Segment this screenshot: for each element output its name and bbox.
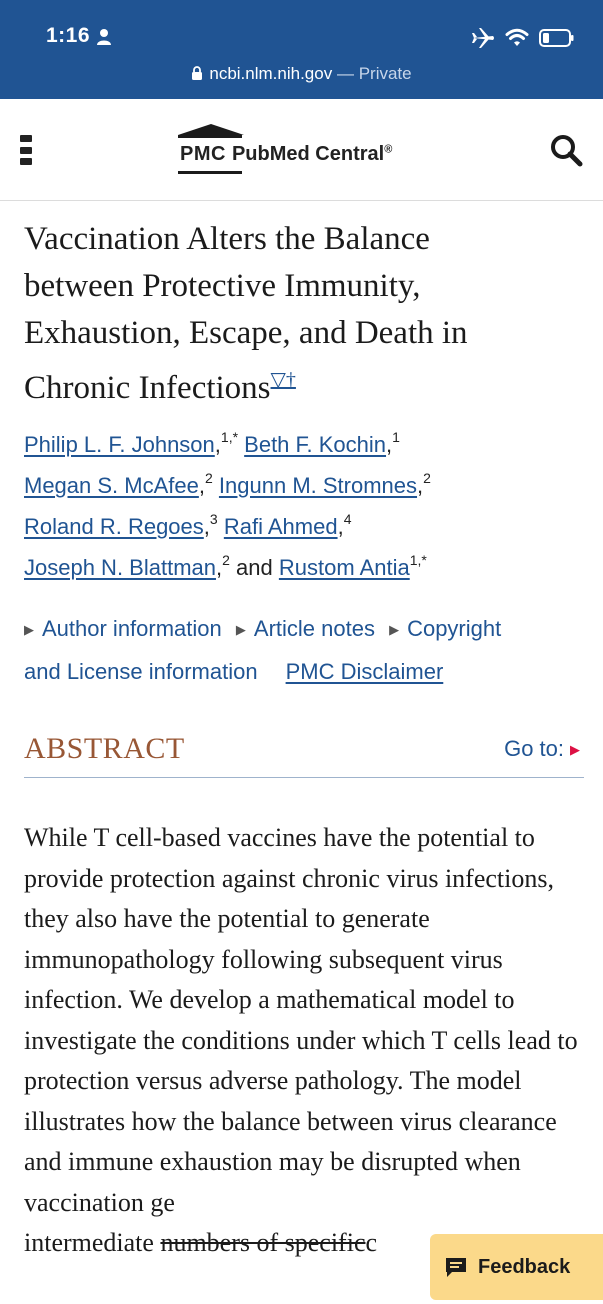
author-link[interactable]: Ingunn M. Stromnes <box>218 473 418 498</box>
author-link[interactable]: Roland R. Regoes <box>24 514 204 539</box>
menu-dot-icon <box>20 135 32 142</box>
author-link[interactable]: Rustom Antia <box>278 555 410 580</box>
menu-button[interactable] <box>20 135 34 165</box>
status-time: 1:16 <box>46 24 91 47</box>
abstract-tail-end: c <box>365 1228 378 1257</box>
goto-label: Go to: <box>504 736 564 761</box>
author-link[interactable]: Megan S. McAfee <box>24 473 199 498</box>
address-bar[interactable]: ncbi.nlm.nih.gov — Private <box>0 64 603 84</box>
author-link[interactable]: Rafi Ahmed <box>223 514 338 539</box>
site-header <box>0 99 603 201</box>
expand-triangle-icon: ▶ <box>389 622 400 637</box>
author-affiliation: 2 <box>423 470 431 486</box>
article-info-links <box>24 608 584 693</box>
abstract-tail: intermediate <box>24 1228 161 1257</box>
abstract-paragraph: While T cell-based vaccines have the potential to provide protection against chronic virus infections, they also have the potential to generate immunopathology following subsequent virus infection. We develop a mathematical model to investigate the conditions under which T cells lead to protection versus adverse pathology. The model illustrates how the balance between virus clearance and immune exhaustion may be disrupted when vaccination ge <box>24 823 578 1217</box>
abstract-heading: ABSTRACT <box>24 732 185 765</box>
expand-triangle-icon: ▶ <box>235 622 246 637</box>
goto-triangle-icon: ▶ <box>570 742 580 757</box>
browser-top-bar <box>0 0 603 99</box>
author-link[interactable]: Joseph N. Blattman <box>24 555 216 580</box>
author-information-toggle[interactable]: Author information <box>42 616 222 641</box>
goto-menu[interactable] <box>504 736 580 762</box>
battery-icon <box>539 28 575 48</box>
article-title <box>24 216 544 412</box>
logo-abbr: PMC <box>180 143 226 165</box>
author-affiliation: 2 <box>205 470 213 486</box>
wifi-icon <box>505 28 529 48</box>
feedback-label: Feedback <box>478 1255 571 1278</box>
title-footnote-link[interactable]: ▽† <box>270 369 296 391</box>
author-list: Philip L. F. Johnson,$^{1,*}$ Beth F. Kochin,$^1$ Megan S. McAfee,$^2$ Ingunn M. Stromnes,$^2$ Roland R. Regoes,$^3$ Rafi Ahmed,$^4$ Joseph N. Blattman,$^2$ and Rustom Antia$^{1,*}$ <box>24 429 431 580</box>
menu-dot-icon <box>20 158 32 165</box>
abstract-header <box>24 732 584 778</box>
abstract-struck-text: numbers of specific <box>160 1228 366 1257</box>
article-notes-toggle[interactable]: Article notes <box>253 616 375 641</box>
article-title-text: Vaccination Alters the Balance between Protective Immunity, Exhaustion, Escape, and Death in Chronic Infections <box>24 221 468 406</box>
author-affiliation: 1,* <box>220 429 239 445</box>
author-affiliation: 2 <box>222 552 230 568</box>
author-affiliation: 4 <box>343 511 352 527</box>
expand-triangle-icon: ▶ <box>24 622 34 637</box>
pmc-disclaimer-link[interactable]: PMC Disclaimer <box>285 659 444 684</box>
site-logo[interactable] <box>180 143 392 166</box>
author-link[interactable]: Beth F. Kochin <box>244 432 387 457</box>
author-affiliation: 1 <box>392 429 400 445</box>
menu-dot-icon <box>20 147 32 154</box>
license-toggle[interactable]: and License information <box>24 659 258 684</box>
copyright-toggle[interactable]: Copyright <box>407 616 502 641</box>
airplane-icon <box>471 27 495 49</box>
and-word: and <box>236 555 273 580</box>
feedback-button[interactable] <box>430 1234 603 1300</box>
author-link[interactable]: Philip L. F. Johnson <box>24 432 215 457</box>
lock-icon <box>191 66 203 81</box>
chat-bubble-icon <box>444 1256 468 1278</box>
logo-name: PubMed Central <box>231 143 385 165</box>
url-text: ncbi.nlm.nih.gov <box>209 64 333 83</box>
private-label: Private <box>358 64 412 83</box>
registered-mark: ® <box>384 143 393 156</box>
author-affiliation: 1,* <box>409 552 427 568</box>
abstract-text <box>24 818 584 1264</box>
status-icons <box>471 26 575 50</box>
author-affiliation: 3 <box>209 511 218 527</box>
search-icon[interactable] <box>548 132 584 168</box>
person-icon <box>96 28 112 46</box>
